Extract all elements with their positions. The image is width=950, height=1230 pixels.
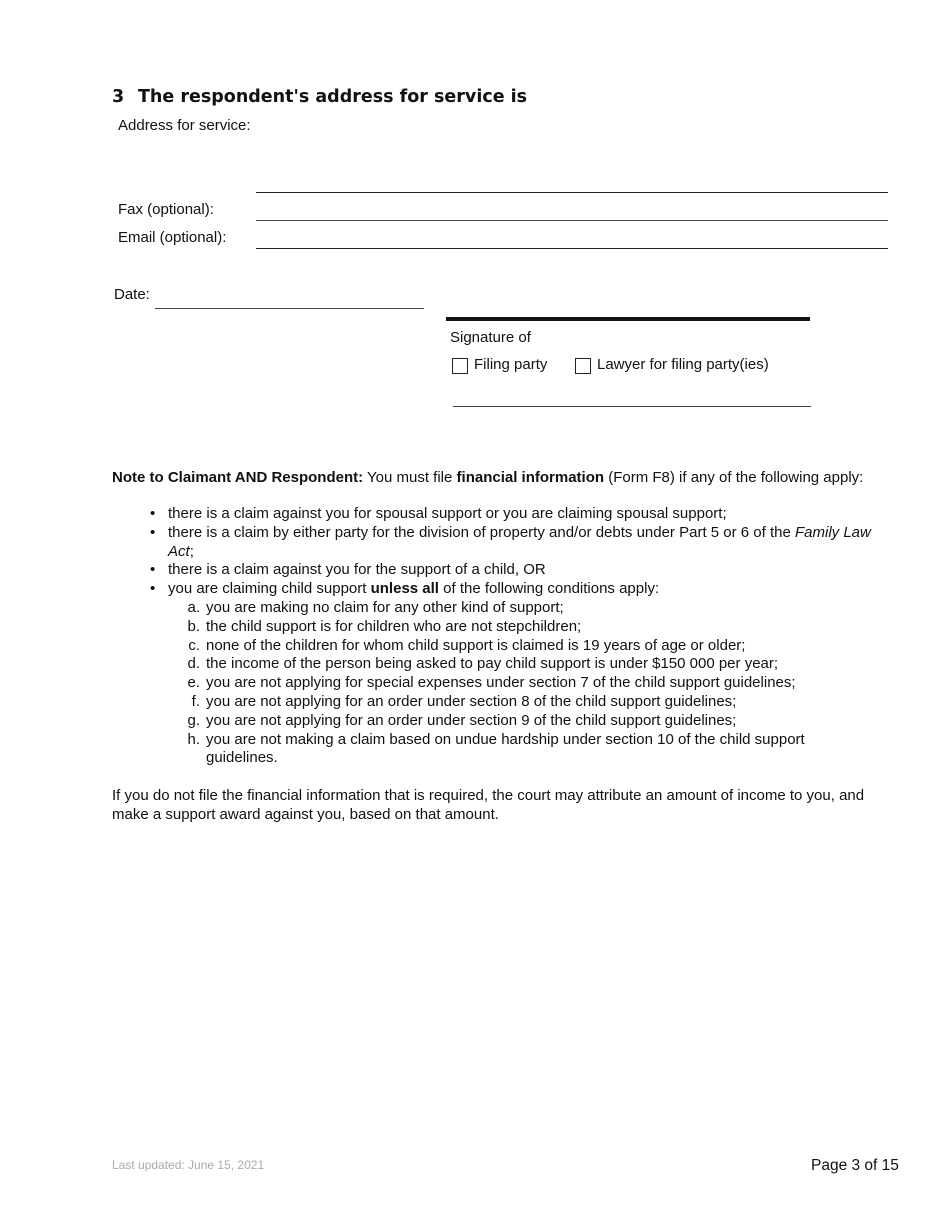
bullet-child-support-post: of the following conditions apply: — [438, 580, 660, 598]
condition-item — [150, 599, 880, 618]
list-item — [150, 505, 880, 524]
bullet-child-claim: there is a claim against you for the support of a child, OR — [168, 561, 546, 579]
bullet-property-post: ; — [189, 542, 194, 560]
conditions-list — [150, 599, 880, 768]
condition-text: none of the children for whom child support is claimed is 19 years of age or older; — [206, 636, 746, 654]
condition-item — [150, 693, 880, 712]
note-bullet-list — [150, 505, 880, 768]
note-text-1: You must file — [363, 469, 457, 486]
bullet-property-pre: there is a claim by either party for the division of property and/or debts under Part 5 or 6 of the — [168, 523, 795, 541]
condition-letter: b. — [187, 617, 200, 635]
condition-letter: h. — [187, 730, 200, 748]
date-field[interactable] — [155, 286, 424, 309]
last-updated: Last updated: June 15, 2021 — [112, 1158, 265, 1172]
condition-item — [150, 731, 880, 769]
address-field[interactable] — [256, 150, 888, 193]
condition-text: you are not making a claim based on undue hardship under section 10 of the child support guidelines. — [206, 730, 805, 767]
lawyer-checkbox[interactable] — [575, 358, 591, 374]
condition-letter: g. — [187, 711, 200, 729]
date-label: Date: — [114, 286, 150, 303]
email-field[interactable] — [256, 224, 888, 249]
section-heading — [112, 87, 527, 107]
lawyer-label: Lawyer for filing party(ies) — [597, 356, 769, 373]
condition-item — [150, 637, 880, 656]
address-label: Address for service: — [118, 117, 251, 134]
family-law-act: Family Law Act — [168, 523, 871, 560]
condition-item — [150, 712, 880, 731]
condition-item — [150, 674, 880, 693]
fax-label: Fax (optional): — [118, 201, 214, 218]
filing-party-checkbox[interactable] — [452, 358, 468, 374]
list-item — [150, 580, 880, 768]
bullet-unless-all: unless all — [370, 580, 439, 598]
email-label: Email (optional): — [118, 229, 227, 246]
condition-letter: e. — [187, 674, 200, 692]
fax-field[interactable] — [256, 196, 888, 221]
section-title: The respondent's address for service is — [138, 87, 528, 107]
note-lead: Note to Claimant AND Respondent: — [112, 469, 364, 486]
list-item — [150, 524, 880, 562]
condition-text: the child support is for children who are not stepchildren; — [206, 617, 582, 635]
condition-text: you are not applying for special expenses under section 7 of the child support guidelines; — [206, 674, 796, 692]
note-bold-1: financial information — [456, 469, 605, 486]
condition-letter: a. — [187, 598, 200, 616]
condition-letter: d. — [187, 655, 200, 673]
section-number: 3 — [112, 87, 125, 107]
bullet-spousal: there is a claim against you for spousal support or you are claiming spousal support; — [168, 505, 727, 522]
condition-text: the income of the person being asked to pay child support is under $150 000 per year; — [206, 655, 779, 673]
condition-item — [150, 618, 880, 637]
condition-letter: f. — [191, 692, 200, 710]
condition-text: you are not applying for an order under section 9 of the child support guidelines; — [206, 711, 737, 729]
signature-top-rule — [446, 317, 810, 321]
signature-title: Signature of — [450, 329, 531, 346]
list-item — [150, 561, 880, 580]
condition-item — [150, 655, 880, 674]
condition-text: you are making no claim for any other kind of support; — [206, 598, 564, 616]
filing-party-label: Filing party — [474, 356, 548, 373]
condition-letter: c. — [188, 636, 200, 654]
closing-paragraph: If you do not file the financial information that is required, the court may attribute an amount of income to you, and make a support award against you, based on that amount. — [112, 787, 865, 823]
signature-line[interactable] — [453, 380, 811, 407]
note-paragraph — [112, 468, 902, 488]
note-text-2: (Form F8) if any of the following apply: — [604, 469, 864, 486]
condition-text: you are not applying for an order under section 8 of the child support guidelines; — [206, 692, 737, 710]
bullet-child-support-pre: you are claiming child support — [168, 580, 371, 598]
page-number: Page 3 of 15 — [811, 1157, 899, 1174]
